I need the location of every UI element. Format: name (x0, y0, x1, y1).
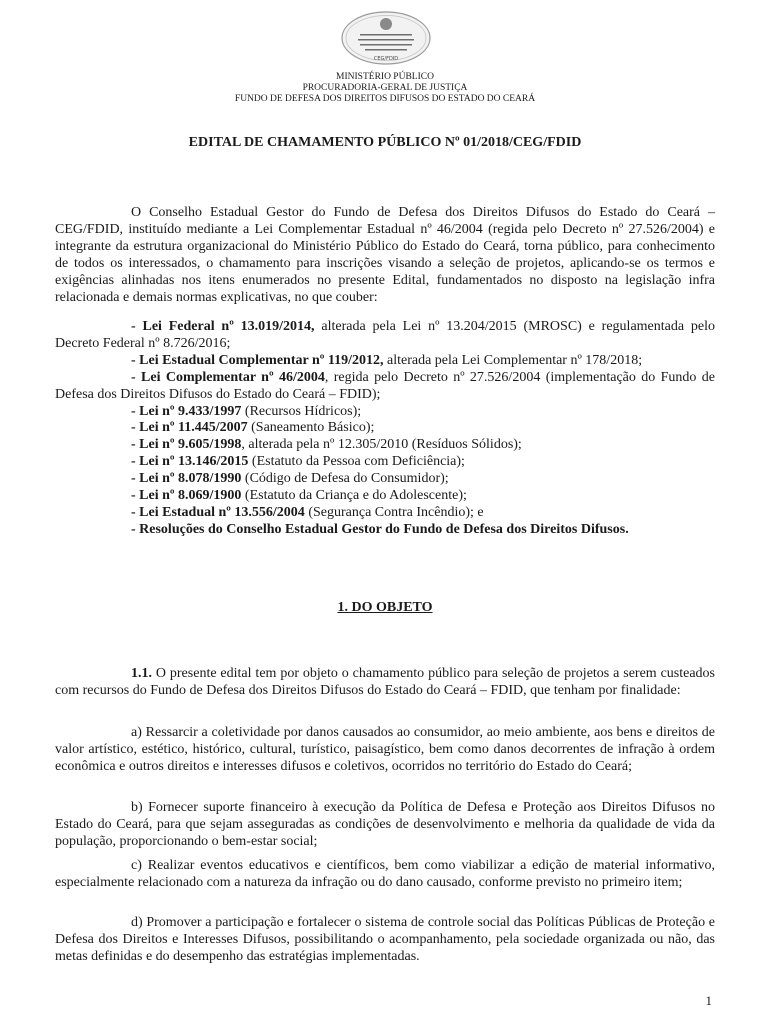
law-item: - Resoluções do Conselho Estadual Gestor do Fundo de Defesa dos Direitos Difusos. (131, 521, 629, 537)
seal-label: CEG/FDID (373, 56, 399, 62)
header-fund: FUNDO DE DEFESA DOS DIREITOS DIFUSOS DO ESTADO DO CEARÁ (234, 94, 536, 104)
law-item: - Lei Complementar nº 46/2004, regida pelo Decreto nº 27.526/2004 (implementação do Fundo de Defesa dos Direitos Difusos do Estado do Ceará – FDID); (55, 369, 715, 402)
institution-seal-logo (340, 10, 432, 68)
page-number: 1 (705, 993, 712, 1008)
header-procuradoria: PROCURADORIA-GERAL DE JUSTIÇA (302, 83, 468, 93)
intro-paragraph: O Conselho Estadual Gestor do Fundo de Defesa dos Direitos Difusos do Estado do Ceará – CEG/FDID, instituído mediante a Lei Complementar Estadual nº 46/2004 (regida pelo Decreto nº 27.526/2004) e integrante da estrutura organizacional do Ministério Público do Estado do Ceará, torna público, para conhecimento de todos os interessados, o chamamento para inscrições visando a seleção de projetos, aplicando-se os termos e exigências alinhadas nos itens enumerados no presente Edital, fundamentados no disposto na legislação infra relacionada e demais normas explicativas, no que couber: (55, 205, 715, 305)
law-item: - Lei nº 8.069/1900 (Estatuto da Criança e do Adolescente); (131, 488, 467, 504)
law-item: - Lei nº 9.605/1998, alterada pela nº 12.305/2010 (Resíduos Sólidos); (131, 437, 522, 453)
section-heading-objeto: 1. DO OBJETO (337, 600, 433, 615)
law-item: - Lei Estadual Complementar nº 119/2012, alterada pela Lei Complementar nº 178/2018; (131, 352, 643, 368)
objective-b: b) Fornecer suporte financeiro à execução da Política de Defesa e Proteção aos Direitos Difusos no Estado do Ceará, para que sejam asseguradas as condições de desenvolvimento e melhoria da qualidade de vida da população, proporcionando o bem-estar social; (55, 800, 715, 849)
law-item: - Lei nº 8.078/1990 (Código de Defesa do Consumidor); (131, 471, 449, 487)
law-item: - Lei Estadual nº 13.556/2004 (Segurança Contra Incêndio); e (131, 504, 484, 520)
objective-c: c) Realizar eventos educativos e científicos, bem como viabilizar a edição de material informativo, especialmente relacionado com a natureza da infração ou do dano causado, conforme previsto no primeiro item; (55, 858, 715, 890)
document-title: EDITAL DE CHAMAMENTO PÚBLICO Nº 01/2018/CEG/FDID (188, 135, 582, 150)
objective-a: a) Ressarcir a coletividade por danos causados ao consumidor, ao meio ambiente, aos bens e direitos de valor artístico, estético, histórico, cultural, turístico, paisagístico, bem como danos decorrentes de infração à ordem econômica e outros direitos e interesses difusos e coletivos, ocorridos no território do Estado do Ceará; (55, 725, 715, 774)
law-item: - Lei Federal nº 13.019/2014, alterada pela Lei nº 13.204/2015 (MROSC) e regulamentada pelo Decreto Federal nº 8.726/2016; (55, 319, 716, 351)
law-list (55, 319, 715, 539)
institution-header (0, 72, 770, 105)
law-item: - Lei nº 9.433/1997 (Recursos Hídricos); (131, 403, 362, 419)
law-item: - Lei nº 11.445/2007 (Saneamento Básico); (131, 420, 375, 436)
header-ministry: MINISTÉRIO PÚBLICO (336, 72, 434, 82)
item-1-1-paragraph: 1.1. O presente edital tem por objeto o chamamento público para seleção de projetos a serem custeados com recursos do Fundo de Defesa dos Direitos Difusos do Estado do Ceará – FDID, que tenham por finalidade: (55, 666, 715, 698)
objective-d: d) Promover a participação e fortalecer o sistema de controle social das Políticas Públicas de Proteção e Defesa dos Direitos e Interesses Difusos, possibilitando o acompanhamento, pela sociedade organizada ou não, das metas definidas e do desempenho das estratégias implementadas. (55, 915, 715, 964)
law-item: - Lei nº 13.146/2015 (Estatuto da Pessoa com Deficiência); (131, 454, 465, 470)
